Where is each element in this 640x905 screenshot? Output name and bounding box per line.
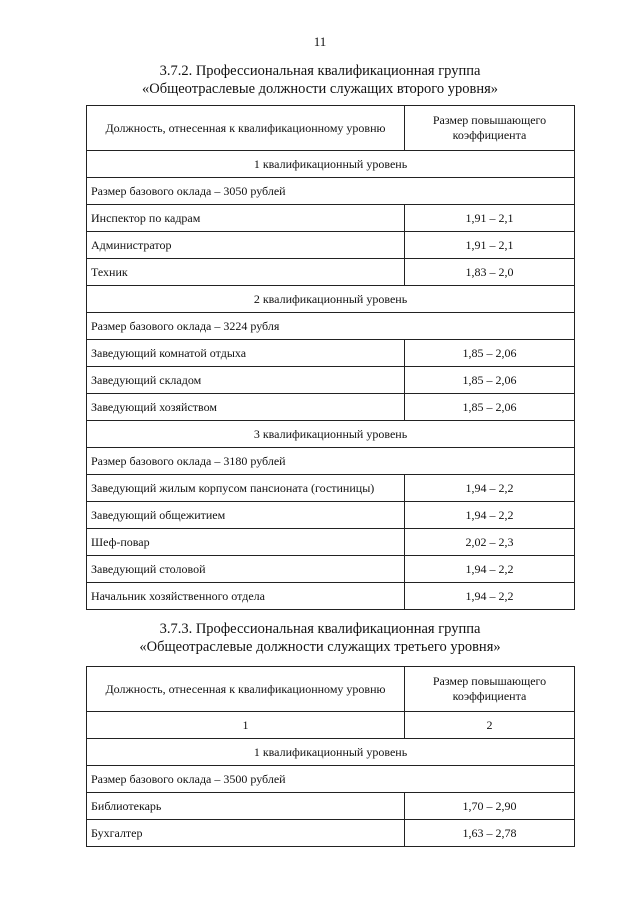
position-name: Заведующий столовой	[87, 556, 405, 583]
level-row	[87, 151, 575, 178]
qualification-table-third-level	[86, 666, 575, 847]
header-coefficient: Размер повышающего коэффициента	[405, 106, 575, 151]
coefficient-value: 1,94 – 2,2	[405, 502, 575, 529]
position-name: Инспектор по кадрам	[87, 205, 405, 232]
table-row	[87, 583, 575, 610]
section-title-line1: 3.7.3. Профессиональная квалификационная группа	[159, 621, 481, 637]
table-row	[87, 502, 575, 529]
salary-row	[87, 448, 575, 475]
position-name: Заведующий жилым корпусом пансионата (гостиницы)	[87, 475, 405, 502]
level-name: 1 квалификационный уровень	[87, 151, 575, 178]
section-heading-3-7-3	[0, 620, 640, 656]
coefficient-value: 1,85 – 2,06	[405, 394, 575, 421]
coefficient-value: 1,85 – 2,06	[405, 340, 575, 367]
header-position: Должность, отнесенная к квалификационному уровню	[87, 106, 405, 151]
table-row	[87, 394, 575, 421]
position-name: Бухгалтер	[87, 820, 405, 847]
salary-row	[87, 766, 575, 793]
table-row	[87, 367, 575, 394]
coefficient-value: 2,02 – 2,3	[405, 529, 575, 556]
salary-row	[87, 178, 575, 205]
coefficient-value: 1,91 – 2,1	[405, 205, 575, 232]
column-number: 1	[87, 712, 405, 739]
table-row	[87, 205, 575, 232]
table-row	[87, 820, 575, 847]
position-name: Заведующий комнатой отдыха	[87, 340, 405, 367]
position-name: Заведующий общежитием	[87, 502, 405, 529]
coefficient-value: 1,91 – 2,1	[405, 232, 575, 259]
base-salary: Размер базового оклада – 3224 рубля	[87, 313, 575, 340]
section-title-line2: «Общеотраслевые должности служащих третьего уровня»	[139, 639, 501, 655]
table-row	[87, 259, 575, 286]
level-row	[87, 739, 575, 766]
coefficient-value: 1,94 – 2,2	[405, 475, 575, 502]
position-name: Техник	[87, 259, 405, 286]
coefficient-value: 1,83 – 2,0	[405, 259, 575, 286]
position-name: Шеф-повар	[87, 529, 405, 556]
level-name: 1 квалификационный уровень	[87, 739, 575, 766]
table-row	[87, 232, 575, 259]
section-title-line2: «Общеотраслевые должности служащих второго уровня»	[141, 81, 499, 97]
position-name: Заведующий хозяйством	[87, 394, 405, 421]
section-title-line1: 3.7.2. Профессиональная квалификационная группа	[159, 63, 481, 79]
page-number: 11	[313, 34, 327, 49]
level-name: 3 квалификационный уровень	[87, 421, 575, 448]
section-heading-3-7-2	[0, 62, 640, 98]
coefficient-value: 1,70 – 2,90	[405, 793, 575, 820]
base-salary: Размер базового оклада – 3050 рублей	[87, 178, 575, 205]
base-salary: Размер базового оклада – 3180 рублей	[87, 448, 575, 475]
table-header-row	[87, 106, 575, 151]
table-row	[87, 475, 575, 502]
table-row	[87, 529, 575, 556]
table-row	[87, 340, 575, 367]
table-row	[87, 793, 575, 820]
level-row	[87, 421, 575, 448]
position-name: Начальник хозяйственного отдела	[87, 583, 405, 610]
level-name: 2 квалификационный уровень	[87, 286, 575, 313]
salary-row	[87, 313, 575, 340]
position-name: Заведующий складом	[87, 367, 405, 394]
qualification-table-second-level	[86, 105, 575, 610]
position-name: Библиотекарь	[87, 793, 405, 820]
base-salary: Размер базового оклада – 3500 рублей	[87, 766, 575, 793]
header-coefficient: Размер повышающего коэффициента	[405, 667, 575, 712]
coefficient-value: 1,63 – 2,78	[405, 820, 575, 847]
column-number: 2	[405, 712, 575, 739]
column-number-row	[87, 712, 575, 739]
level-row	[87, 286, 575, 313]
position-name: Администратор	[87, 232, 405, 259]
table-header-row	[87, 667, 575, 712]
coefficient-value: 1,85 – 2,06	[405, 367, 575, 394]
table-row	[87, 556, 575, 583]
header-position: Должность, отнесенная к квалификационному уровню	[87, 667, 405, 712]
coefficient-value: 1,94 – 2,2	[405, 556, 575, 583]
coefficient-value: 1,94 – 2,2	[405, 583, 575, 610]
